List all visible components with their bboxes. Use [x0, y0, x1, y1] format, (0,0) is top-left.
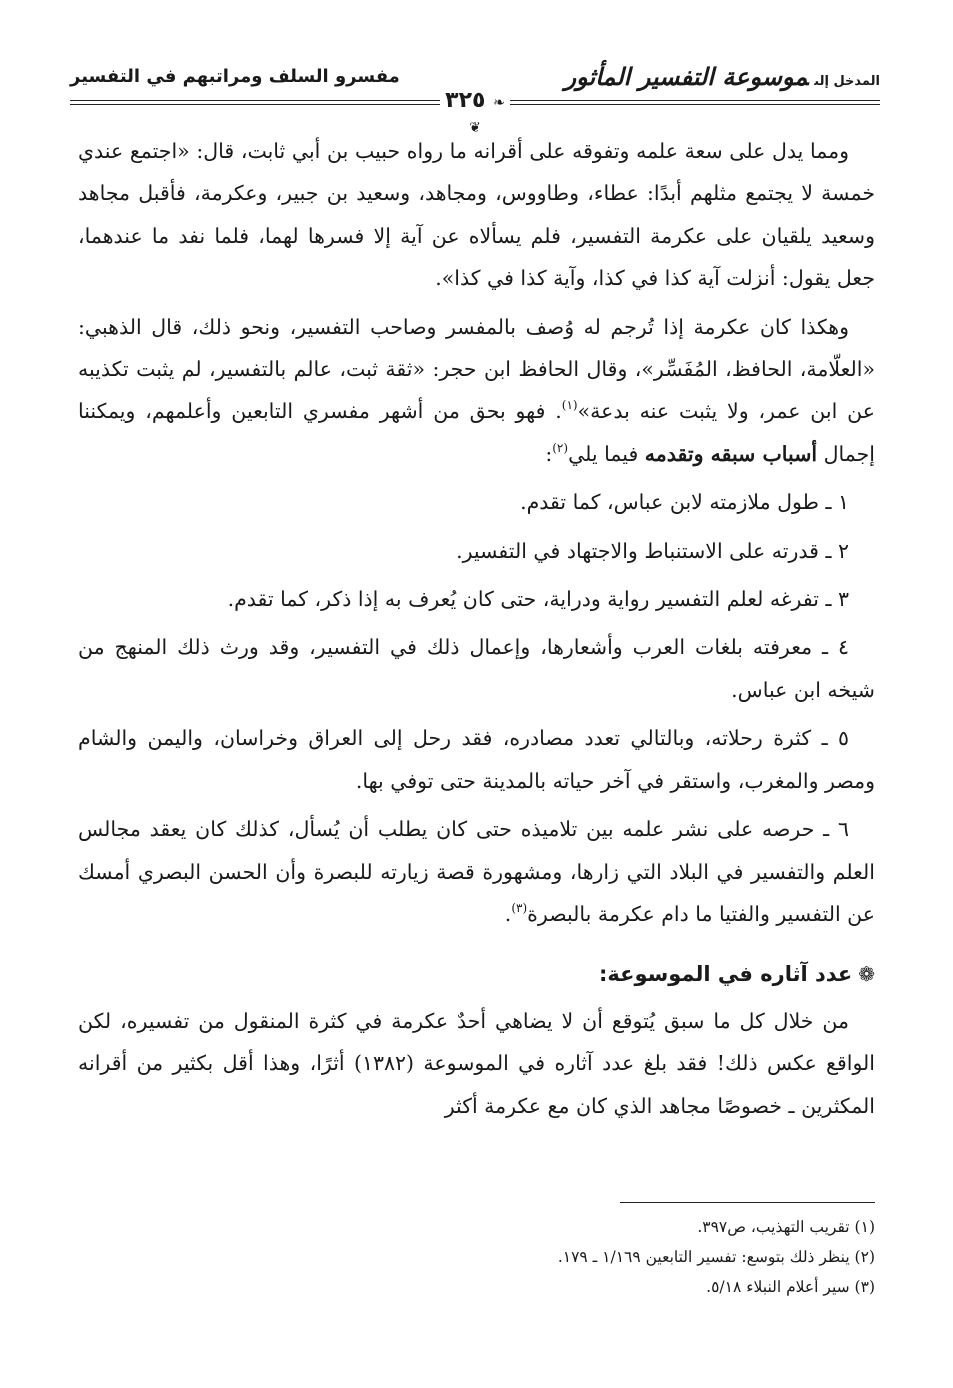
list-item-text: ٦ ـ حرصه على نشر علمه بين تلاميذه حتى كان يطلب أن يُسأل، كذلك كان يعقد مجالس العلم والتفسير في البلاد التي زارها، ومشهورة قصة زيارته للبصرة وأن الحسن البصري أمسك عن التفسير والفتيا ما دام عكرمة بالبصرة [78, 817, 875, 926]
paragraph-text: . فهو بحق من أشهر مفسري التابعين وأعلمهم، ويمكننا إجمال [78, 399, 875, 466]
book-title-header [565, 62, 881, 91]
header-prefix: المدخل إلى [814, 74, 880, 89]
list-item: ٤ ـ معرفته بلغات العرب وأشعارها، وإعمال ذلك في التفسير، وقد ورث ذلك المنهج من شيخه ابن عباس. [78, 635, 875, 702]
flower-ornament-icon: ❁ [858, 962, 875, 987]
footnote: (١) تقريب التهذيب، ص٣٩٧. [697, 1218, 875, 1236]
ornament-icon: ❦ [469, 120, 481, 136]
list-item [78, 808, 875, 935]
page-number: ٣٢٥ [445, 88, 486, 113]
footnote: (٢) ينظر ذلك بتوسع: تفسير التابعين ١/١٦٩ ـ ١٧٩. [557, 1248, 875, 1266]
page-header [70, 58, 880, 136]
ornament-icon: ❧ [493, 95, 505, 111]
paragraph-text: وهكذا كان عكرمة إذا تُرجم له وُصف بالمفسر وصاحب التفسير، ونحو ذلك، قال الذهبي: «العلّامة، الحافظ، المُفَسِّر»، وقال الحافظ ابن حجر: «ثقة ثبت، عالم بالتفسير، لم يثبت تكذيبه عن ابن عمر، ولا يثبت عنه بدعة» [78, 314, 875, 424]
header-rule [70, 100, 440, 101]
paragraph: ومما يدل على سعة علمه وتفوقه على أقرانه ما رواه حبيب بن أبي ثابت، قال: «اجتمع عندي خمسة لا يجتمع مثلهم أبدًا: عطاء، وطاووس، ومجاهد، وسعيد بن جبير، وعكرمة، فأقبل مجاهد وسعيد يلقيان على عكرمة التفسير، فلم يسألاه عن آية إلا فسرها لهما، فلما نفد ما عندهما، جعل يقول: أنزلت آية كذا في كذا، وآية كذا في كذا». [78, 139, 875, 291]
list-item: ١ ـ طول ملازمته لابن عباس، كما تقدم. [520, 490, 849, 515]
header-rule [70, 104, 440, 105]
header-rule [510, 104, 880, 105]
footnote-marker[interactable]: (٣) [511, 900, 528, 915]
section-heading [78, 953, 875, 995]
list-item: ٥ ـ كثرة رحلاته، وبالتالي تعدد مصادره، فقد رحل إلى العراق وخراسان، واليمن والشام ومصر والمغرب، واستقر في آخر حياته بالمدينة حتى توفي بها. [78, 726, 875, 793]
footnotes [78, 1212, 875, 1302]
paragraph-text: فيما يلي [568, 441, 639, 466]
book-title: موسوعة التفسير المأثور [564, 62, 809, 91]
footnote-divider [620, 1202, 875, 1203]
list-item-text: . [504, 901, 512, 926]
footnote-marker[interactable]: (٢) [552, 440, 569, 455]
chapter-title: مفسرو السلف ومراتبهم في التفسير [70, 66, 400, 87]
paragraph [78, 306, 875, 476]
page-body [78, 130, 875, 1127]
footnote-marker[interactable]: (١) [561, 398, 578, 413]
footnote: (٣) سير أعلام النبلاء ٥/١٨. [706, 1278, 875, 1296]
paragraph-text: : [545, 441, 553, 466]
bold-phrase: أسباب سبقه وتقدمه [644, 441, 818, 466]
header-rule [510, 100, 880, 101]
list-item: ٢ ـ قدرته على الاستنباط والاجتهاد في التفسير. [456, 538, 849, 563]
list-item: ٣ ـ تفرغه لعلم التفسير رواية ودراية، حتى كان يُعرف به إذا ذكر، كما تقدم. [227, 587, 849, 612]
section-heading-text: عدد آثاره في الموسوعة: [598, 962, 853, 987]
paragraph: من خلال كل ما سبق يُتوقع أن لا يضاهي أحدٌ عكرمة في كثرة المنقول من تفسيره، لكن الواقع عكس ذلك! فقد بلغ عدد آثاره في الموسوعة (١٣٨٢) أثرًا، وهذا أقل بكثير من أقرانه المكثرين ـ خصوصًا مجاهد الذي كان مع عكرمة أكثر [78, 1008, 875, 1118]
